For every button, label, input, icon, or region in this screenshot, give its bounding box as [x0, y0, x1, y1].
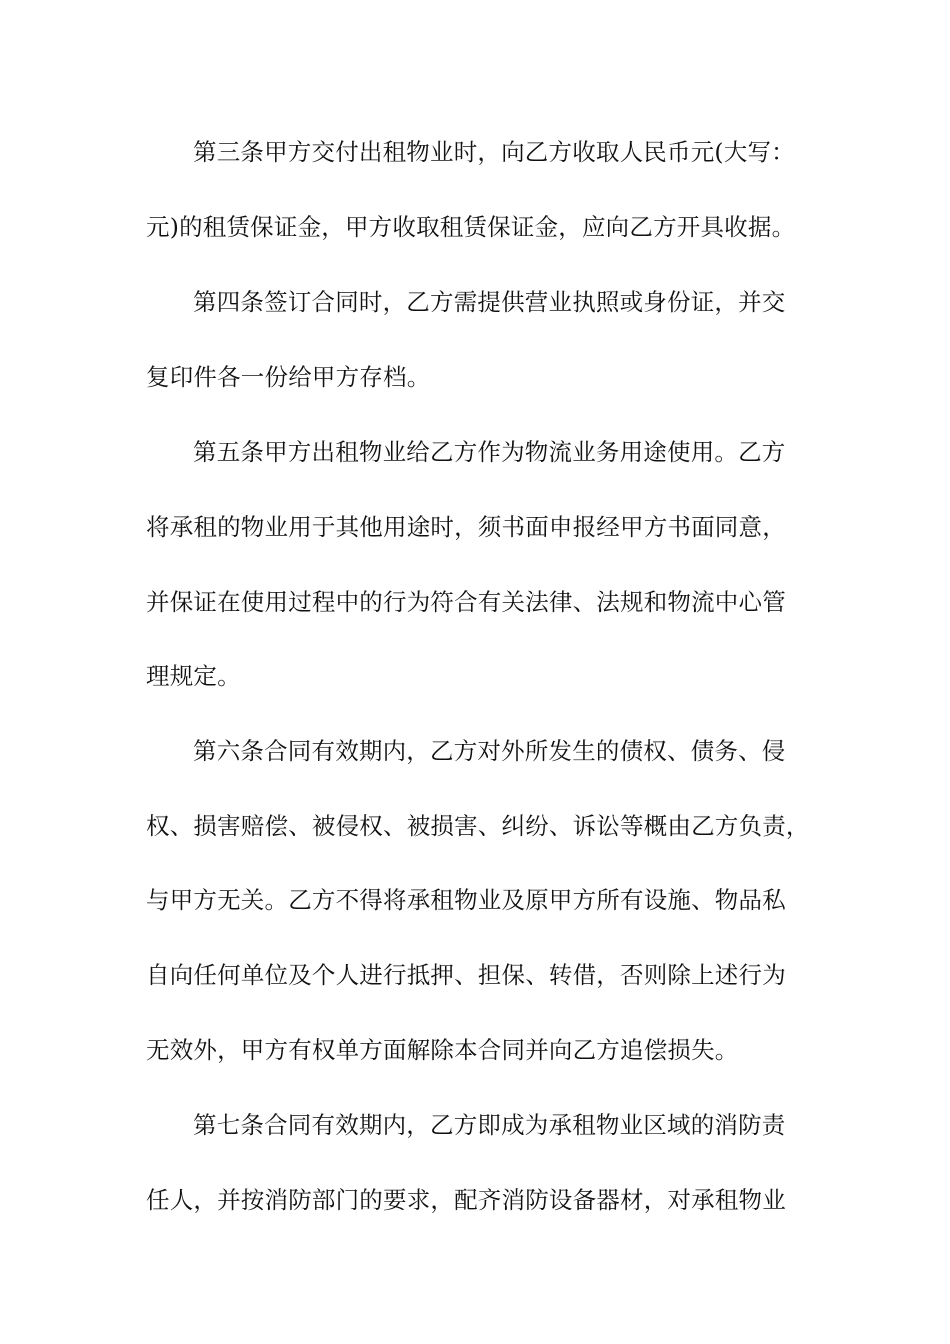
article-7-line-2: 任人，并按消防部门的要求，配齐消防设备器材，对承租物业 [146, 1186, 786, 1214]
article-6-line-5: 无效外，甲方有权单方面解除本合同并向乙方追偿损失。 [146, 1036, 739, 1064]
article-6-line-4: 自向任何单位及个人进行抵押、担保、转借，否则除上述行为 [146, 961, 786, 989]
article-5-line-3: 并保证在使用过程中的行为符合有关法律、法规和物流中心管 [146, 588, 786, 616]
article-6-line-1: 第六条合同有效期内，乙方对外所发生的债权、债务、侵 [193, 737, 786, 765]
article-4-line-1: 第四条签订合同时，乙方需提供营业执照或身份证，并交 [193, 288, 786, 316]
article-5-line-1: 第五条甲方出租物业给乙方作为物流业务用途使用。乙方 [193, 438, 786, 466]
article-3-line-1: 第三条甲方交付出租物业时，向乙方收取人民币元(大写： [193, 138, 795, 166]
article-6-line-3: 与甲方无关。乙方不得将承租物业及原甲方所有设施、物品私 [146, 886, 786, 914]
article-3-line-2: 元)的租赁保证金，甲方收取租赁保证金，应向乙方开具收据。 [146, 213, 796, 241]
article-4-line-2: 复印件各一份给甲方存档。 [146, 363, 431, 391]
article-6-line-2: 权、损害赔偿、被侵权、被损害、纠纷、诉讼等概由乙方负责， [146, 812, 810, 840]
article-5-line-4: 理规定。 [146, 662, 241, 690]
article-7-line-1: 第七条合同有效期内，乙方即成为承租物业区域的消防责 [193, 1111, 786, 1139]
article-5-line-2: 将承租的物业用于其他用途时，须书面申报经甲方书面同意， [146, 513, 786, 541]
